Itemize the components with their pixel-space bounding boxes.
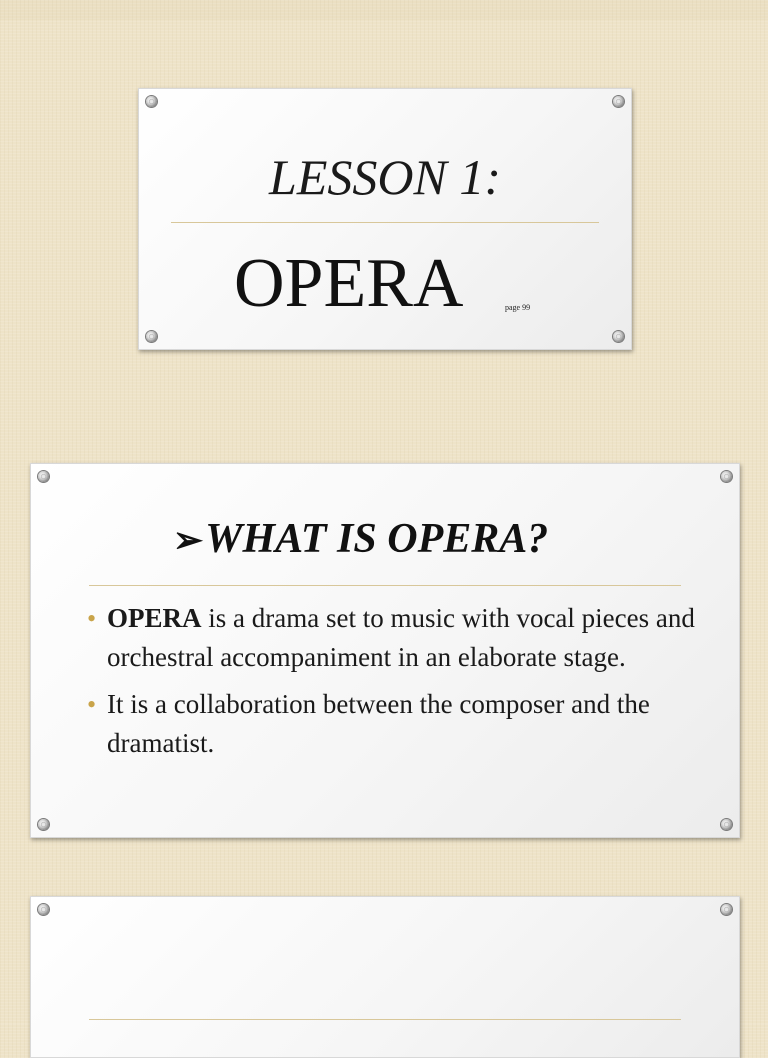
next-slide [30, 896, 740, 1058]
bullet-text: It is a collaboration between the composer and the dramatist. [107, 689, 650, 758]
slide-topic: OPERA [234, 245, 464, 322]
bullet-term: OPERA [107, 603, 202, 633]
page-reference: page 99 [505, 303, 531, 312]
screw-icon [146, 331, 157, 342]
screw-icon [38, 904, 49, 915]
screw-icon [146, 96, 157, 107]
screw-icon [721, 471, 732, 482]
screw-icon [38, 471, 49, 482]
heading-divider [89, 585, 681, 586]
bullet-text: is a drama set to music with vocal pieces and orchestral accompaniment in an elaborate stage. [107, 603, 695, 672]
arrow-bullet-icon: ➢ [173, 520, 204, 560]
title-divider [171, 222, 599, 223]
next-slide-divider [89, 1019, 681, 1020]
lesson-title: LESSON 1: [269, 149, 501, 205]
background-band-1 [0, 0, 768, 20]
bullet-dot-icon: • [87, 604, 97, 633]
bullet-list [87, 599, 707, 771]
definition-slide [30, 463, 740, 838]
list-item [87, 685, 707, 763]
slide-heading-text: WHAT IS OPERA? [205, 516, 549, 562]
list-item [87, 599, 707, 677]
bullet-dot-icon: • [87, 690, 97, 719]
title-slide [138, 88, 632, 350]
slide-heading [173, 518, 548, 560]
screw-icon [721, 819, 732, 830]
screw-icon [721, 904, 732, 915]
screw-icon [613, 96, 624, 107]
screw-icon [613, 331, 624, 342]
screw-icon [38, 819, 49, 830]
